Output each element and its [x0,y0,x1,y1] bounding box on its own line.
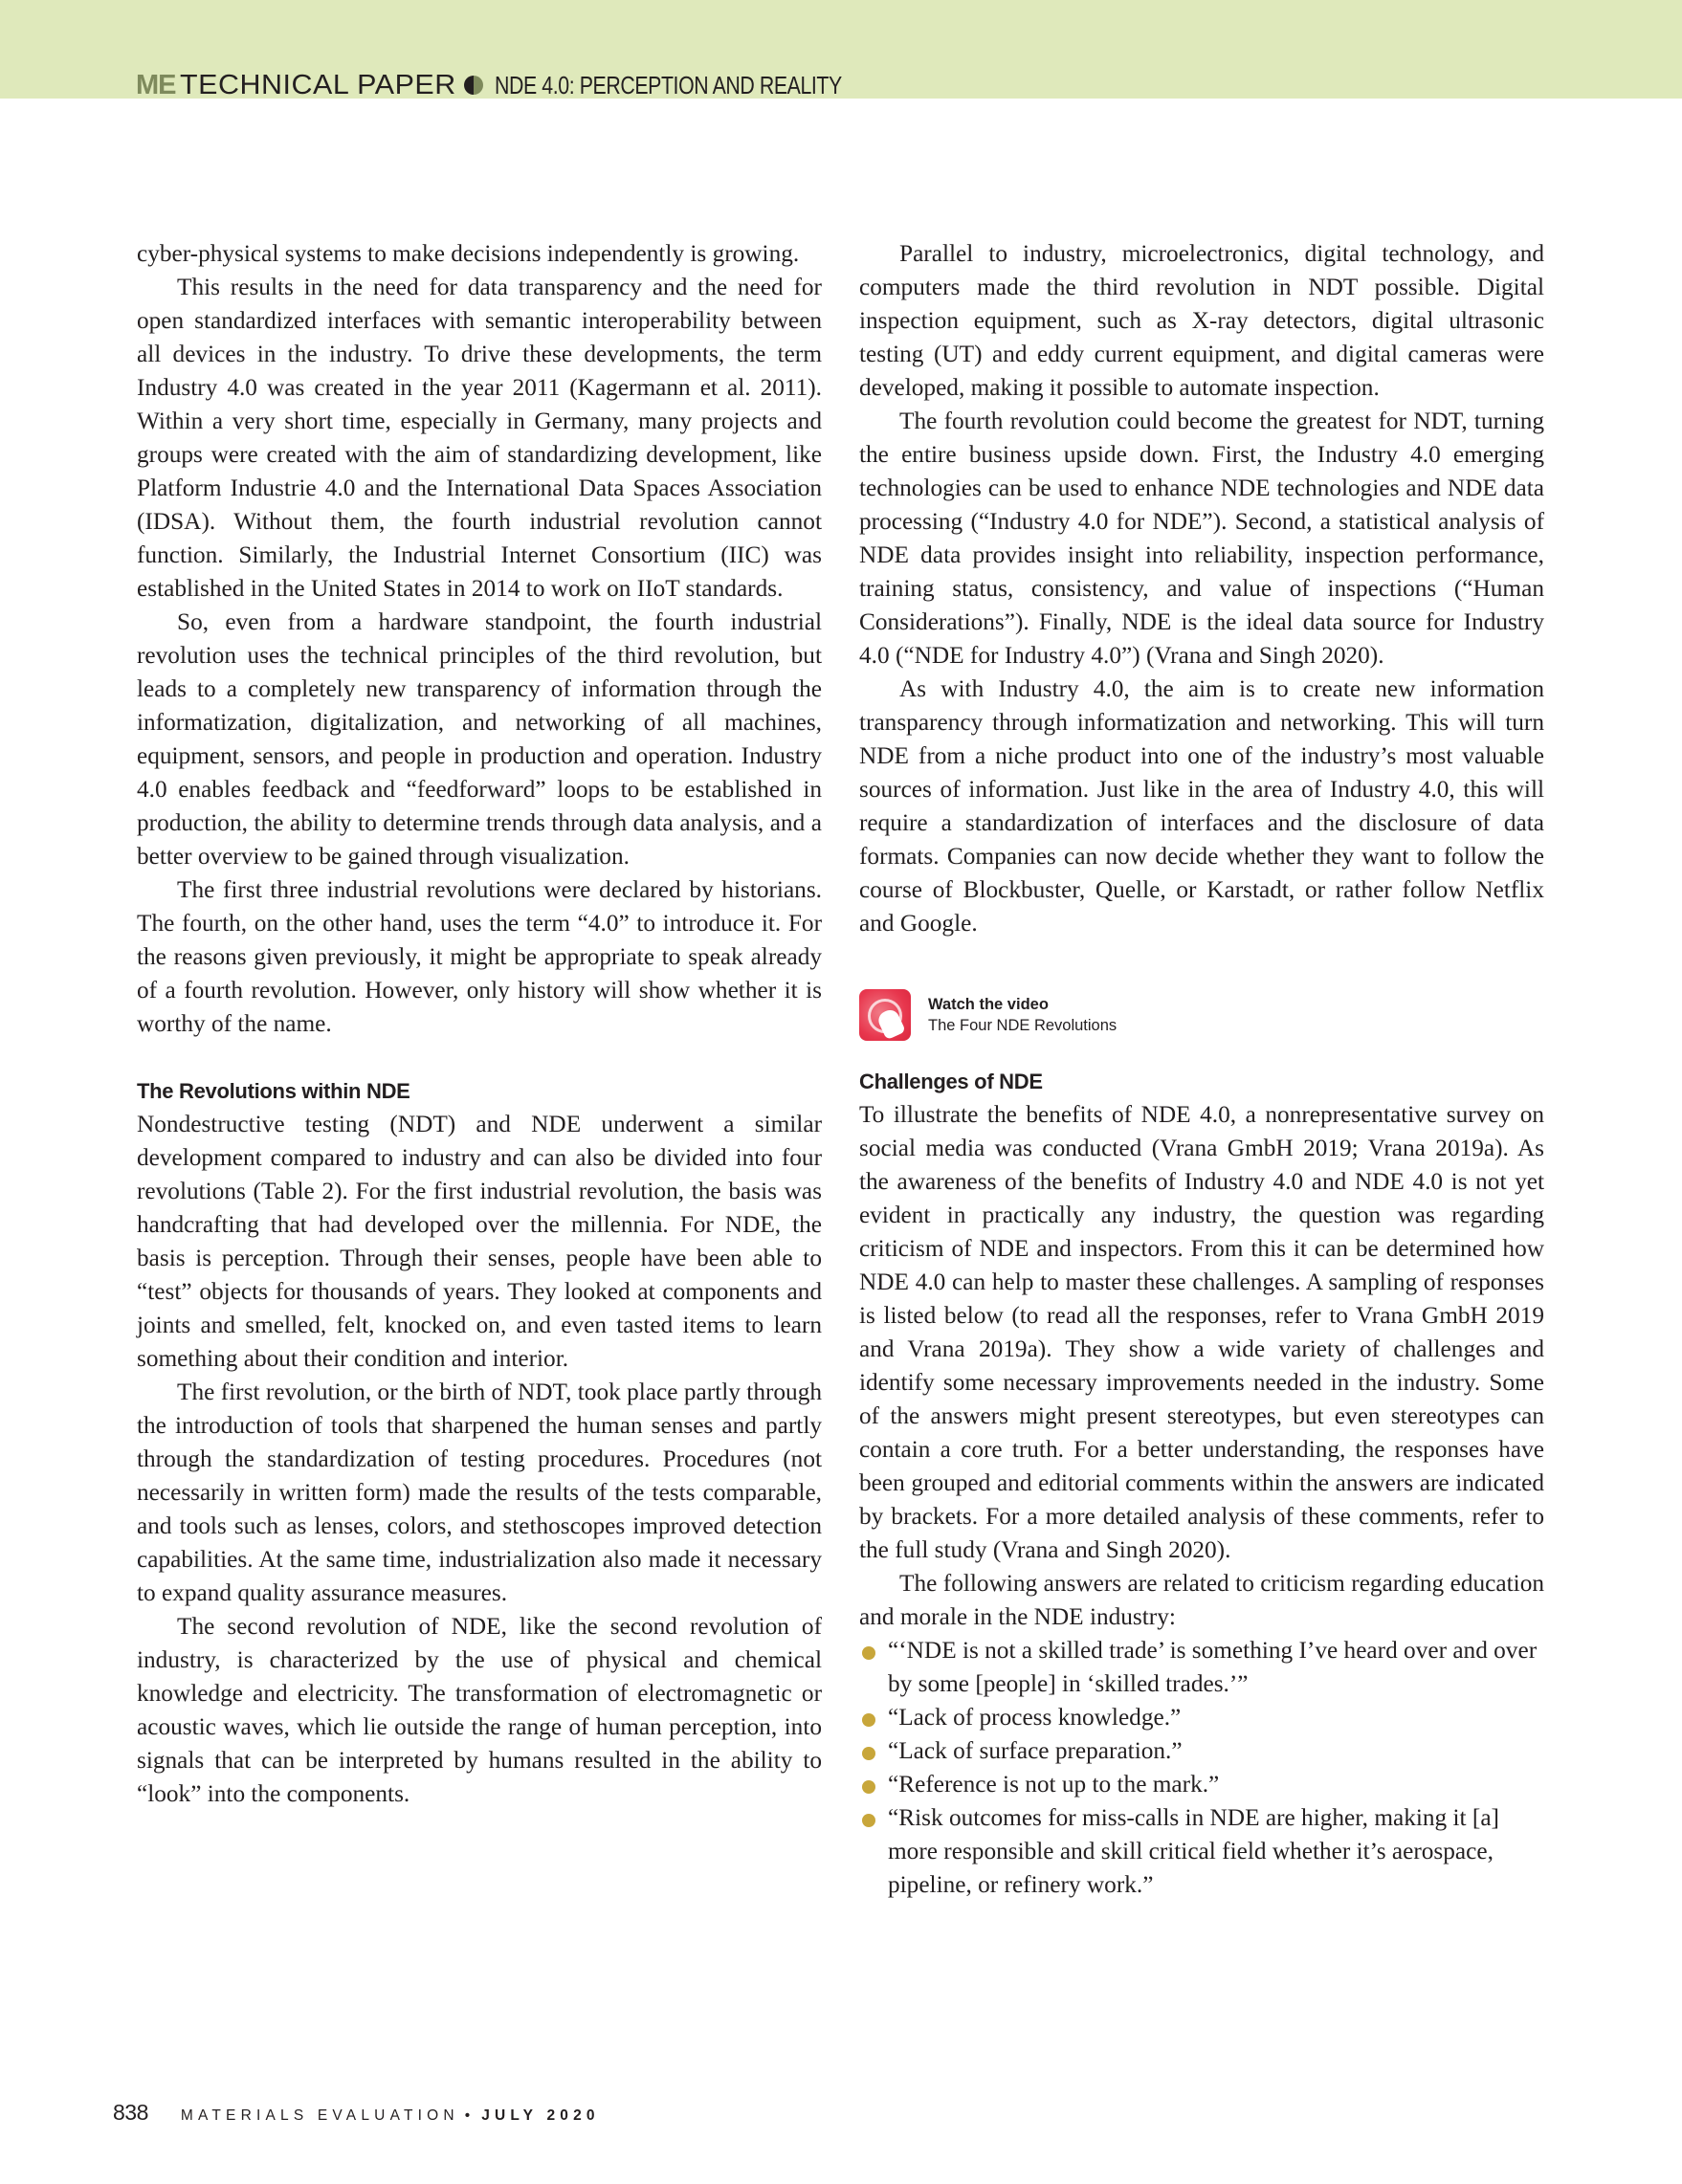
right-column [859,237,1544,1902]
paragraph: So, even from a hardware standpoint, the fourth industrial revolution uses the technical principles of the third revolution, but leads to a completely new transparency of information through the informatization, digitalization, and networking of all machines, equipment, sensors, and people in production and operation. Industry 4.0 enables feedback and “feedforward” loops to be established in production, the ability to determine trends through data analysis, and a better overview to be gained through visualization. [137,608,822,870]
touch-video-icon[interactable] [859,989,911,1041]
paragraph: Parallel to industry, microelectronics, digital technology, and computers made the third revolution in NDT possible. Digital inspection equipment, such as X-ray detectors, digital ultrasonic testing (UT) and eddy current equipment, and digital cameras were developed, making it possible to automate inspection. [859,240,1544,401]
section-title: NDE 4.0: PERCEPTION AND REALITY [494,71,842,99]
paragraph: The second revolution of NDE, like the second revolution of industry, is characterized by the use of physical and chemical knowledge and electricity. The transformation of electromagnetic or acoustic waves, which lie outside the range of human perception, into signals that can be interpreted by humans resulted in the ability to “look” into the components. [137,1613,822,1807]
running-header [136,71,918,99]
paragraph: The first revolution, or the birth of NDT, took place partly through the introduction of tools that sharpened the human senses and partly through the standardization of testing procedures. Procedures (not necessarily in written form) made the results of the tests comparable, and tools such as lenses, colors, and stethoscopes improved detection capabilities. At the same time, industrialization also made it necessary to expand quality assurance measures. [137,1379,822,1606]
list-item: “‘NDE is not a skilled trade’ is something I’ve heard over and over by some [people] in ‘skilled trades.’” [859,1634,1544,1701]
section-heading: The Revolutions within NDE [137,1079,410,1103]
list-item: “Risk outcomes for miss-calls in NDE are higher, making it [a] more responsible and skill critical field whether it’s aerospace, pipeline, or refinery work.” [859,1801,1544,1902]
paragraph: As with Industry 4.0, the aim is to create new information transparency through informatization and networking. This will turn NDE from a niche product into one of the industry’s most valuable sources of information. Just like in the area of Industry 4.0, this will require a standardization of interfaces and the disclosure of data formats. Companies can now decide whether they want to follow the course of Blockbuster, Quelle, or Karstadt, or rather follow Netflix and Google. [859,675,1544,937]
response-list [859,1634,1544,1902]
left-column [137,237,822,1811]
footer-separator: • [464,2107,471,2124]
page-number: 838 [113,2100,148,2125]
video-label: Watch the video [928,996,1049,1013]
journal-logo: ME [136,70,176,100]
section-heading: Challenges of NDE [859,1070,1043,1093]
list-item: “Lack of surface preparation.” [859,1734,1544,1768]
list-item: “Lack of process knowledge.” [859,1701,1544,1734]
paragraph: This results in the need for data transparency and the need for open standardized interfaces with semantic interoperability between all devices in the industry. To drive these developments, the term Industry 4.0 was created in the year 2011 (Kagermann et al. 2011). Within a very short time, especially in Germany, many projects and groups were created with the aim of standardizing development, like Platform Industrie 4.0 and the International Data Spaces Association (IDSA). Without them, the fourth industrial revolution cannot function. Similarly, the Industrial Internet Consortium (IIC) was established in the United States in 2014 to work on IIoT standards. [137,274,822,602]
watch-video-link[interactable] [859,986,1544,1044]
list-item: “Reference is not up to the mark.” [859,1768,1544,1801]
paragraph: To illustrate the benefits of NDE 4.0, a nonrepresentative survey on social media was conducted (Vrana GmbH 2019; Vrana 2019a). As the awareness of the benefits of Industry 4.0 and NDE 4.0 is not yet evident in practically any industry, the question was regarding criticism of NDE and inspectors. From this it can be determined how NDE 4.0 can help to master these challenges. A sampling of responses is listed below (to read all the responses, refer to Vrana GmbH 2019 and Vrana 2019a). They show a wide variety of challenges and identify some necessary improvements needed in the industry. Some of the answers might present stereotypes, but even stereotypes can contain a core truth. For a better understanding, the responses have been grouped and editorial comments within the answers are indicated by brackets. For a more detailed analysis of these comments, refer to the full study (Vrana and Singh 2020). [859,1101,1544,1563]
publication-name: MATERIALS EVALUATION [180,2107,459,2124]
paragraph: cyber-physical systems to make decisions independently is growing. [137,240,800,267]
paragraph: The first three industrial revolutions were declared by historians. The fourth, on the other hand, uses the term “4.0” to introduce it. For the reasons given previously, it might be appropriate to speak already of a fourth revolution. However, only history will show whether it is worthy of the name. [137,876,822,1037]
video-title: The Four NDE Revolutions [928,1017,1118,1034]
page-footer [113,2100,600,2126]
half-circle-icon [464,76,483,95]
paragraph: The fourth revolution could become the greatest for NDT, turning the entire business upside down. First, the Industry 4.0 emerging technologies can be used to enhance NDE technologies and NDE data processing (“Industry 4.0 for NDE”). Second, a statistical analysis of NDE data provides insight into reliability, inspection performance, training status, consistency, and value of inspections (“Human Considerations”). Finally, NDE is the ideal data source for Industry 4.0 (“NDE for Industry 4.0”) (Vrana and Singh 2020). [859,408,1544,669]
paragraph: The following answers are related to criticism regarding education and morale in the NDE industry: [859,1570,1544,1630]
header-label: TECHNICAL PAPER [179,70,456,100]
issue-date: JULY 2020 [481,2107,600,2124]
paragraph: Nondestructive testing (NDT) and NDE underwent a similar development compared to industry and can also be divided into four revolutions (Table 2). For the first industrial revolution, the basis was handcrafting that had developed over the millennia. For NDE, the basis is perception. Through their senses, people have been able to “test” objects for thousands of years. They looked at components and joints and smelled, felt, knocked on, and even tasted items to learn something about their condition and interior. [137,1111,822,1372]
